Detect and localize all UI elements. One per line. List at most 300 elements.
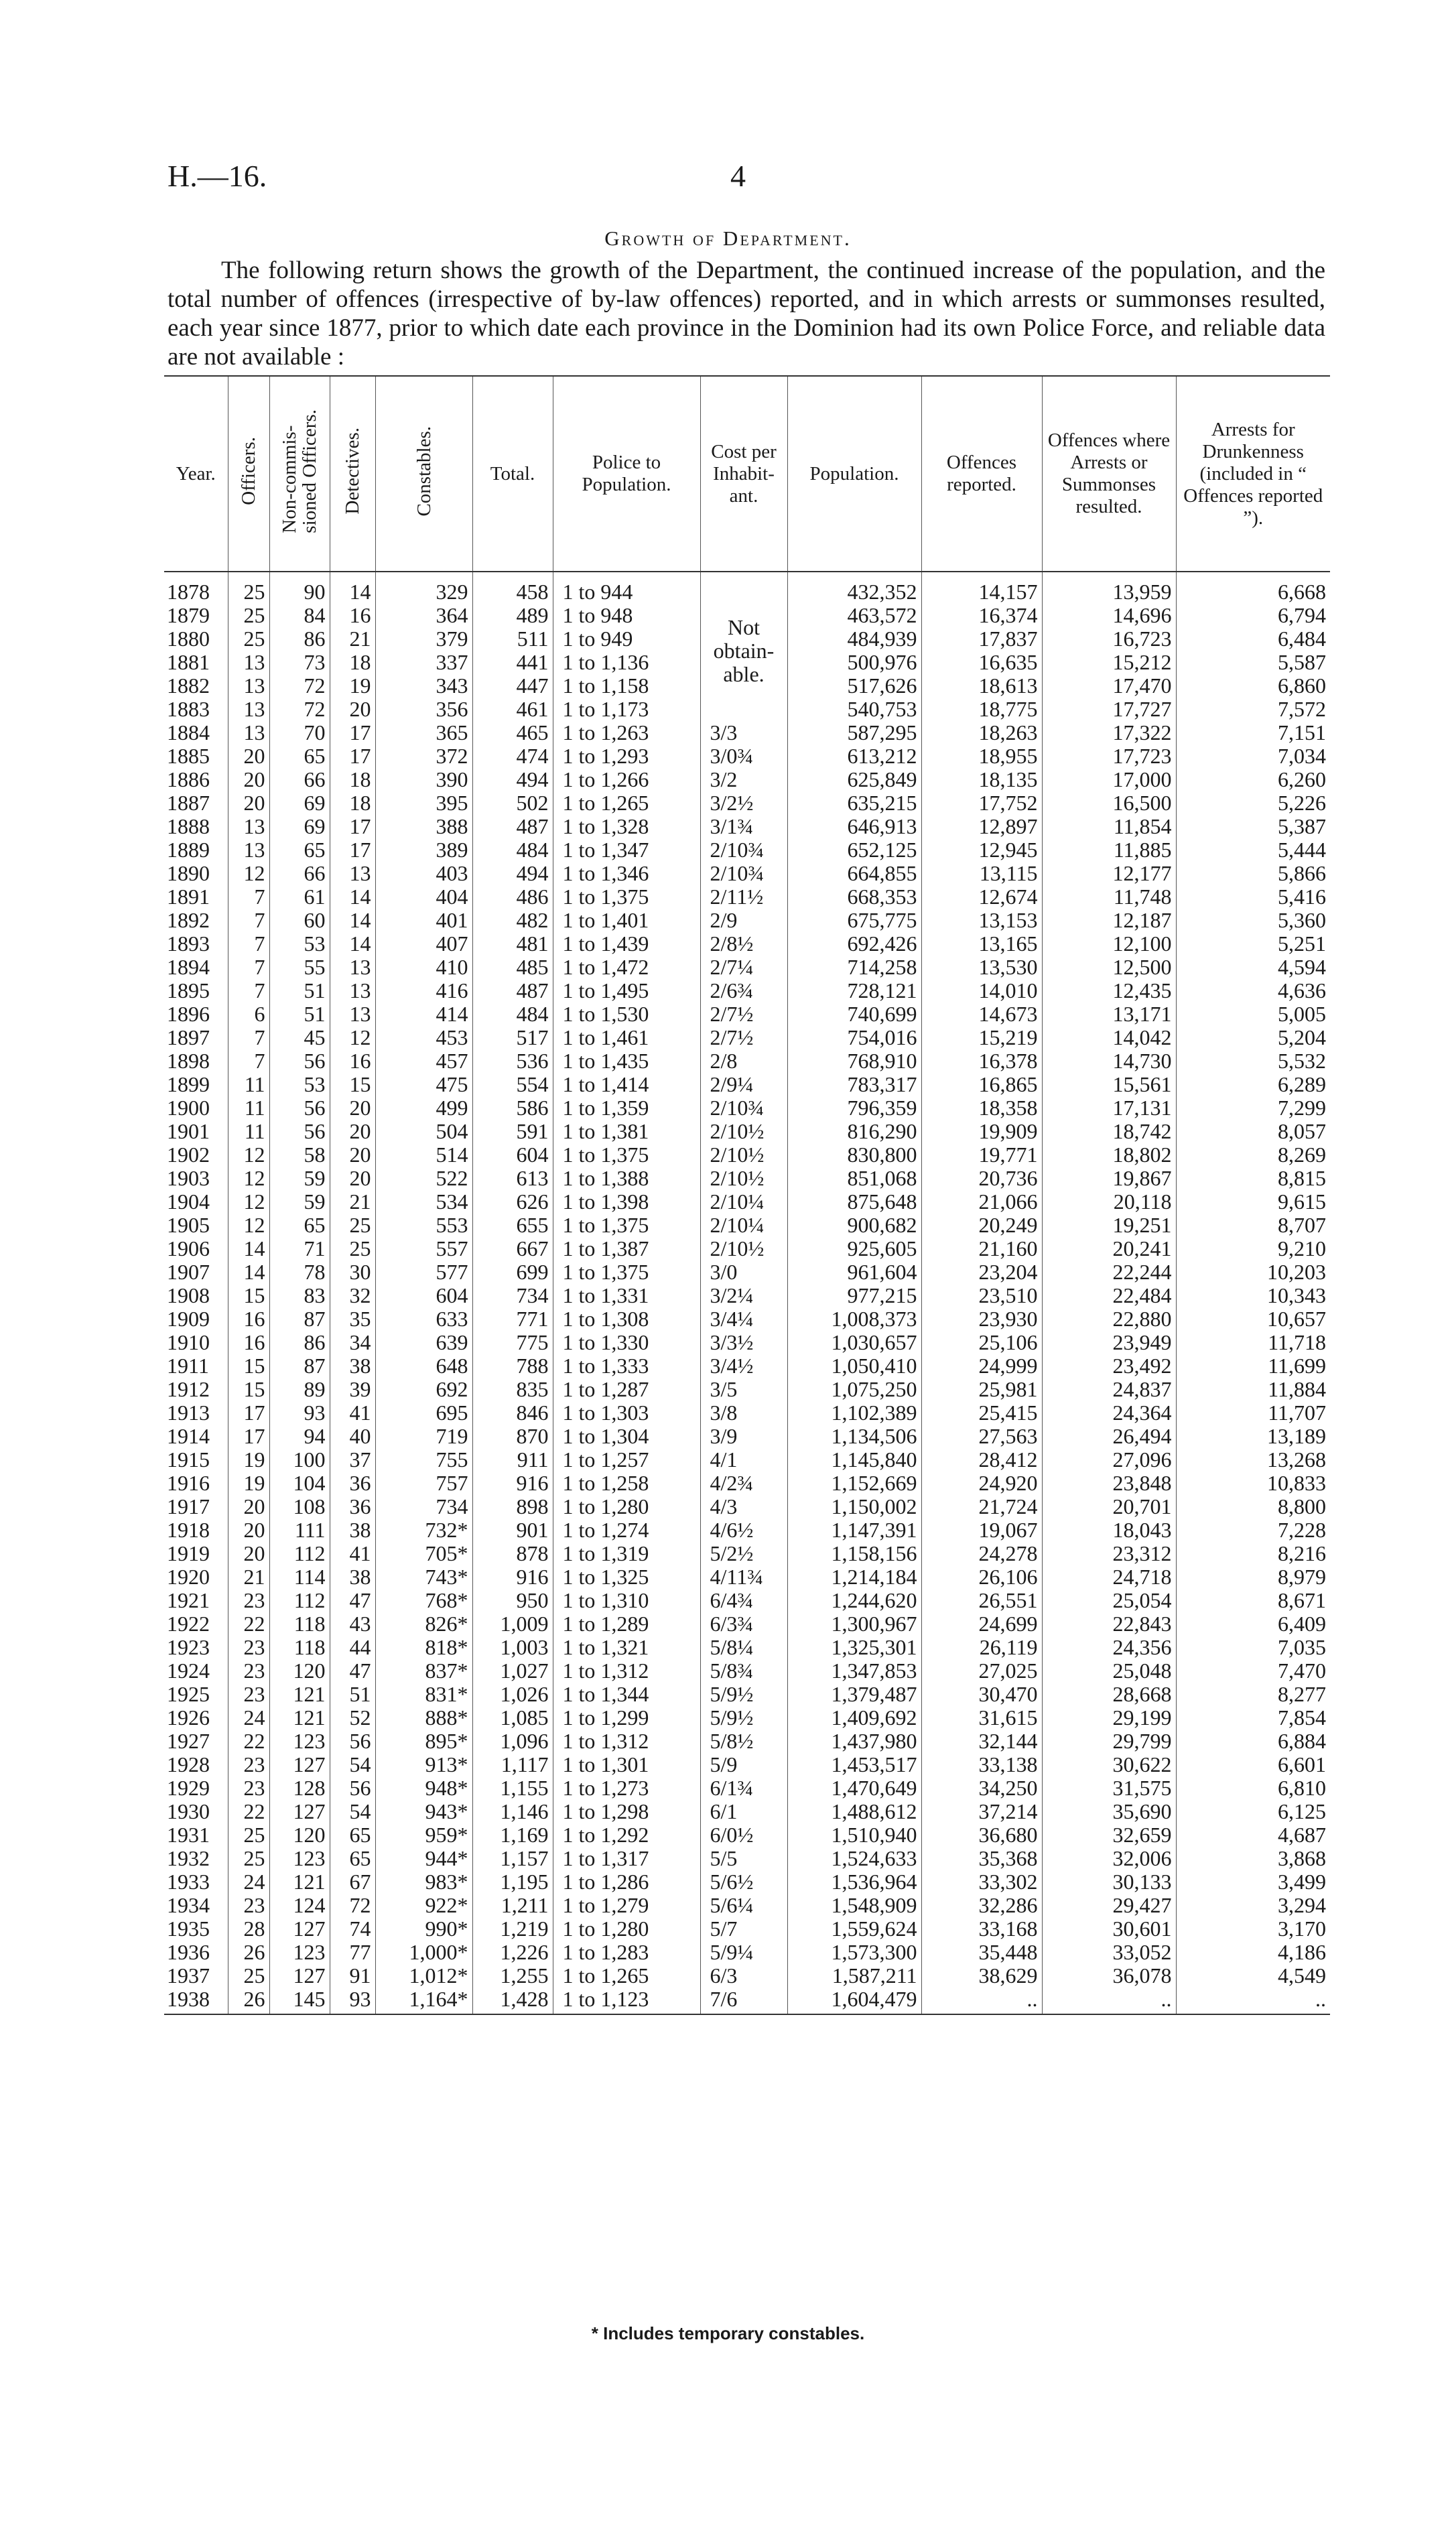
- cell-population: 668,353: [787, 885, 921, 909]
- cell-constables: 757: [375, 1472, 472, 1495]
- cell-arrests: 35,690: [1042, 1800, 1176, 1823]
- cell-officers: 12: [228, 1190, 269, 1214]
- cell-cost: 5/9¼: [700, 1941, 787, 1964]
- cell-offences: 18,955: [921, 744, 1042, 768]
- cell-total: 1,003: [472, 1636, 553, 1659]
- cell-cost: 2/9¼: [700, 1073, 787, 1096]
- cell-year: 1890: [167, 861, 210, 885]
- cell-police-ratio: 1 to 1,495: [553, 979, 700, 1002]
- cell-year: 1908: [167, 1283, 210, 1307]
- cell-offences: 12,674: [921, 885, 1042, 909]
- cell-police-ratio: 1 to 1,328: [553, 815, 700, 838]
- cell-detectives: 20: [330, 1096, 375, 1120]
- cell-drunkenness: 7,151: [1176, 721, 1330, 744]
- cell-drunkenness: 7,034: [1176, 744, 1330, 768]
- cell-total: 835: [472, 1378, 553, 1401]
- cell-nco: 127: [269, 1917, 330, 1941]
- cell-drunkenness: 8,057: [1176, 1120, 1330, 1143]
- cell-nco: 123: [269, 1941, 330, 1964]
- cell-offences: 13,530: [921, 956, 1042, 979]
- cell-detectives: 20: [330, 1120, 375, 1143]
- cell-population: 463,572: [787, 604, 921, 627]
- cell-population: 613,212: [787, 744, 921, 768]
- cell-arrests: 20,701: [1042, 1495, 1176, 1518]
- cell-detectives: 44: [330, 1636, 375, 1659]
- cell-drunkenness: 3,170: [1176, 1917, 1330, 1941]
- cell-cost: 2/7¼: [700, 956, 787, 979]
- cell-population: 625,849: [787, 768, 921, 791]
- cell-drunkenness: ..: [1176, 1988, 1330, 2014]
- cell-population: 1,075,250: [787, 1378, 921, 1401]
- cell-officers: 20: [228, 768, 269, 791]
- cell-nco: 65: [269, 744, 330, 768]
- cell-cost: 2/10½: [700, 1167, 787, 1190]
- cell-police-ratio: 1 to 1,265: [553, 1964, 700, 1988]
- cell-offences: 18,613: [921, 674, 1042, 698]
- cell-total: 1,226: [472, 1941, 553, 1964]
- cell-population: 754,016: [787, 1026, 921, 1049]
- cell-constables: 692: [375, 1378, 472, 1401]
- table-row: [164, 1753, 1330, 1776]
- table-row: [164, 1495, 1330, 1518]
- cell-constables: 639: [375, 1331, 472, 1354]
- cell-year: 1925: [167, 1682, 210, 1706]
- cell-population: 1,536,964: [787, 1870, 921, 1894]
- cell-detectives: 74: [330, 1917, 375, 1941]
- cell-population: 1,300,967: [787, 1612, 921, 1636]
- cell-population: 517,626: [787, 674, 921, 698]
- cell-offences: 23,930: [921, 1307, 1042, 1331]
- cell-offences: 23,204: [921, 1260, 1042, 1284]
- cell-drunkenness: 5,532: [1176, 1049, 1330, 1073]
- cell-arrests: 26,494: [1042, 1425, 1176, 1448]
- cell-police-ratio: 1 to 949: [553, 627, 700, 651]
- cell-drunkenness: 6,260: [1176, 768, 1330, 791]
- cell-police-ratio: 1 to 1,398: [553, 1190, 700, 1214]
- cell-offences: 24,278: [921, 1542, 1042, 1565]
- cell-total: 465: [472, 721, 553, 744]
- cell-year: 1885: [167, 744, 210, 768]
- cell-cost: 5/6¼: [700, 1894, 787, 1917]
- cell-constables: 553: [375, 1214, 472, 1237]
- cell-nco: 127: [269, 1800, 330, 1823]
- cell-arrests: 29,199: [1042, 1706, 1176, 1730]
- cell-offences: 17,752: [921, 791, 1042, 815]
- cell-year: 1886: [167, 767, 210, 791]
- cell-population: 635,215: [787, 791, 921, 815]
- table-row: [164, 1448, 1330, 1472]
- cell-offences: 16,865: [921, 1073, 1042, 1096]
- cell-detectives: 38: [330, 1565, 375, 1589]
- cell-year: 1889: [167, 838, 210, 862]
- cell-population: 500,976: [787, 651, 921, 674]
- cell-cost: 2/11½: [700, 885, 787, 909]
- cell-cost: 2/8½: [700, 932, 787, 956]
- cell-detectives: 47: [330, 1589, 375, 1612]
- cell-year: 1937: [167, 1963, 210, 1988]
- cell-population: 1,147,391: [787, 1518, 921, 1542]
- cell-arrests: 18,742: [1042, 1120, 1176, 1143]
- footnote: * Includes temporary constables.: [591, 2323, 865, 2343]
- cell-cost: 5/7: [700, 1917, 787, 1941]
- cell-year: 1897: [167, 1025, 210, 1049]
- cell-police-ratio: 1 to 1,401: [553, 909, 700, 932]
- cell-nco: 87: [269, 1307, 330, 1331]
- cell-constables: 343: [375, 674, 472, 698]
- cell-year: 1884: [167, 720, 210, 744]
- cell-officers: 12: [228, 862, 269, 885]
- table-row: [164, 1542, 1330, 1565]
- cell-officers: 15: [228, 1354, 269, 1378]
- cell-total: 586: [472, 1096, 553, 1120]
- cell-drunkenness: 3,294: [1176, 1894, 1330, 1917]
- cell-police-ratio: 1 to 1,381: [553, 1120, 700, 1143]
- cell-population: 816,290: [787, 1120, 921, 1143]
- cell-drunkenness: 6,668: [1176, 572, 1330, 604]
- cell-year: 1938: [167, 1987, 210, 2011]
- cell-detectives: 13: [330, 956, 375, 979]
- cell-total: 511: [472, 627, 553, 651]
- cell-police-ratio: 1 to 1,439: [553, 932, 700, 956]
- cell-officers: 11: [228, 1120, 269, 1143]
- cell-drunkenness: 6,794: [1176, 604, 1330, 627]
- cell-officers: 17: [228, 1401, 269, 1425]
- cell-constables: 943*: [375, 1800, 472, 1823]
- cell-detectives: 65: [330, 1847, 375, 1870]
- cell-constables: 364: [375, 604, 472, 627]
- cell-arrests: 29,427: [1042, 1894, 1176, 1917]
- cell-detectives: 51: [330, 1683, 375, 1706]
- cell-arrests: 11,885: [1042, 838, 1176, 862]
- cell-constables: 895*: [375, 1730, 472, 1753]
- cell-total: 1,155: [472, 1776, 553, 1800]
- cell-offences: 37,214: [921, 1800, 1042, 1823]
- cell-police-ratio: 1 to 1,308: [553, 1307, 700, 1331]
- cell-year: 1893: [167, 931, 210, 956]
- cell-year: 1891: [167, 885, 210, 909]
- cell-offences: 16,374: [921, 604, 1042, 627]
- cell-arrests: 12,187: [1042, 909, 1176, 932]
- table-row: [164, 1636, 1330, 1659]
- cell-offences: 21,160: [921, 1237, 1042, 1260]
- cell-total: 699: [472, 1260, 553, 1284]
- cell-arrests: 13,959: [1042, 572, 1176, 604]
- cell-population: 1,604,479: [787, 1988, 921, 2014]
- cell-total: 487: [472, 979, 553, 1002]
- cell-constables: 826*: [375, 1612, 472, 1636]
- cell-total: 878: [472, 1542, 553, 1565]
- cell-police-ratio: 1 to 1,304: [553, 1425, 700, 1448]
- cell-year: 1930: [167, 1799, 210, 1823]
- cell-arrests: 16,500: [1042, 791, 1176, 815]
- table-row: [164, 1847, 1330, 1870]
- cell-officers: 12: [228, 1143, 269, 1167]
- cell-constables: 401: [375, 909, 472, 932]
- cell-year: 1921: [167, 1588, 210, 1612]
- cell-offences: 28,412: [921, 1448, 1042, 1472]
- cell-year: 1880: [167, 627, 210, 651]
- cell-offences: 15,219: [921, 1026, 1042, 1049]
- cell-detectives: 17: [330, 721, 375, 744]
- cell-nco: 111: [269, 1518, 330, 1542]
- cell-nco: 84: [269, 604, 330, 627]
- cell-detectives: 32: [330, 1284, 375, 1307]
- cell-population: 1,347,853: [787, 1659, 921, 1683]
- cell-total: 1,195: [472, 1870, 553, 1894]
- cell-police-ratio: 1 to 1,274: [553, 1518, 700, 1542]
- cell-officers: 13: [228, 838, 269, 862]
- cell-police-ratio: 1 to 1,280: [553, 1495, 700, 1518]
- cell-detectives: 13: [330, 979, 375, 1002]
- cell-nco: 66: [269, 768, 330, 791]
- cell-year: 1905: [167, 1213, 210, 1237]
- cell-arrests: 17,470: [1042, 674, 1176, 698]
- cell-officers: 15: [228, 1378, 269, 1401]
- cell-drunkenness: 8,269: [1176, 1143, 1330, 1167]
- cell-police-ratio: 1 to 1,303: [553, 1401, 700, 1425]
- cell-officers: 22: [228, 1730, 269, 1753]
- cell-offences: 16,635: [921, 651, 1042, 674]
- cell-detectives: 77: [330, 1941, 375, 1964]
- cell-year: 1896: [167, 1002, 210, 1026]
- cell-nco: 118: [269, 1612, 330, 1636]
- cell-police-ratio: 1 to 1,298: [553, 1800, 700, 1823]
- cell-year: 1922: [167, 1612, 210, 1636]
- cell-drunkenness: 9,615: [1176, 1190, 1330, 1214]
- table-row: [164, 1659, 1330, 1683]
- cell-year: 1909: [167, 1307, 210, 1331]
- cell-detectives: 41: [330, 1542, 375, 1565]
- cell-population: 587,295: [787, 721, 921, 744]
- cell-offences: 33,302: [921, 1870, 1042, 1894]
- cell-cost: 5/9½: [700, 1683, 787, 1706]
- cell-arrests: 12,100: [1042, 932, 1176, 956]
- cell-cost: 5/8¾: [700, 1659, 787, 1683]
- cell-drunkenness: 7,228: [1176, 1518, 1330, 1542]
- cell-year: 1935: [167, 1917, 210, 1941]
- cell-cost: 6/3¾: [700, 1612, 787, 1636]
- cell-arrests: 18,802: [1042, 1143, 1176, 1167]
- cell-constables: 1,164*: [375, 1988, 472, 2014]
- cell-cost: 2/10½: [700, 1120, 787, 1143]
- cell-arrests: 36,078: [1042, 1964, 1176, 1988]
- cell-detectives: 37: [330, 1448, 375, 1472]
- cell-drunkenness: 8,216: [1176, 1542, 1330, 1565]
- cell-nco: 58: [269, 1143, 330, 1167]
- cell-total: 517: [472, 1026, 553, 1049]
- table-row: [164, 979, 1330, 1002]
- cell-drunkenness: 7,470: [1176, 1659, 1330, 1683]
- cell-officers: 26: [228, 1988, 269, 2014]
- cell-constables: 695: [375, 1401, 472, 1425]
- cell-officers: 7: [228, 909, 269, 932]
- cell-total: 486: [472, 885, 553, 909]
- cell-offences: 30,470: [921, 1683, 1042, 1706]
- cell-police-ratio: 1 to 1,321: [553, 1636, 700, 1659]
- cell-arrests: 16,723: [1042, 627, 1176, 651]
- cell-nco: 120: [269, 1659, 330, 1683]
- cell-total: 447: [472, 674, 553, 698]
- cell-cost: 4/11¾: [700, 1565, 787, 1589]
- cell-offences: 26,119: [921, 1636, 1042, 1659]
- cell-officers: 23: [228, 1753, 269, 1776]
- cell-offences: 26,106: [921, 1565, 1042, 1589]
- cell-population: 1,409,692: [787, 1706, 921, 1730]
- cell-police-ratio: 1 to 1,388: [553, 1167, 700, 1190]
- cell-police-ratio: 1 to 1,472: [553, 956, 700, 979]
- cell-constables: 504: [375, 1120, 472, 1143]
- cell-detectives: 18: [330, 791, 375, 815]
- cell-population: 646,913: [787, 815, 921, 838]
- cell-police-ratio: 1 to 1,283: [553, 1941, 700, 1964]
- table-row: [164, 1612, 1330, 1636]
- cell-officers: 12: [228, 1167, 269, 1190]
- cell-police-ratio: 1 to 1,312: [553, 1730, 700, 1753]
- cell-year: 1915: [167, 1447, 210, 1472]
- cell-detectives: 72: [330, 1894, 375, 1917]
- cell-population: 1,379,487: [787, 1683, 921, 1706]
- cell-arrests: 12,177: [1042, 862, 1176, 885]
- cell-arrests: 13,171: [1042, 1002, 1176, 1026]
- table-row: [164, 1401, 1330, 1425]
- cell-population: 1,470,649: [787, 1776, 921, 1800]
- cell-nco: 120: [269, 1823, 330, 1847]
- cell-population: 692,426: [787, 932, 921, 956]
- cell-officers: 7: [228, 956, 269, 979]
- cell-officers: 25: [228, 1964, 269, 1988]
- cell-constables: 522: [375, 1167, 472, 1190]
- cell-offences: 12,945: [921, 838, 1042, 862]
- cell-offences: 36,680: [921, 1823, 1042, 1847]
- table-row: [164, 768, 1330, 791]
- cell-drunkenness: 10,657: [1176, 1307, 1330, 1331]
- cell-officers: 20: [228, 1542, 269, 1565]
- table-row: [164, 1049, 1330, 1073]
- cell-detectives: 18: [330, 768, 375, 791]
- cell-offences: 20,249: [921, 1214, 1042, 1237]
- cell-year: 1913: [167, 1401, 210, 1425]
- cell-nco: 127: [269, 1753, 330, 1776]
- cell-arrests: ..: [1042, 1988, 1176, 2014]
- cell-offences: 31,615: [921, 1706, 1042, 1730]
- cell-year: 1929: [167, 1776, 210, 1800]
- cell-population: 796,359: [787, 1096, 921, 1120]
- cell-cost: 7/6: [700, 1988, 787, 2014]
- cell-detectives: 54: [330, 1753, 375, 1776]
- cell-constables: 959*: [375, 1823, 472, 1847]
- cell-total: 1,169: [472, 1823, 553, 1847]
- cell-drunkenness: 7,572: [1176, 698, 1330, 721]
- cell-arrests: 14,042: [1042, 1026, 1176, 1049]
- cell-cost: 2/10¼: [700, 1214, 787, 1237]
- cell-officers: 13: [228, 651, 269, 674]
- cell-nco: 127: [269, 1964, 330, 1988]
- table-row: [164, 1800, 1330, 1823]
- cell-detectives: 36: [330, 1495, 375, 1518]
- cell-drunkenness: 11,707: [1176, 1401, 1330, 1425]
- cell-arrests: 30,133: [1042, 1870, 1176, 1894]
- table-row: [164, 1096, 1330, 1120]
- cell-constables: 755: [375, 1448, 472, 1472]
- header-detectives: Detectives.: [330, 376, 375, 572]
- table-row: [164, 1730, 1330, 1753]
- cell-drunkenness: 5,866: [1176, 862, 1330, 885]
- cell-nco: 121: [269, 1706, 330, 1730]
- cell-police-ratio: 1 to 1,325: [553, 1565, 700, 1589]
- cell-detectives: 16: [330, 1049, 375, 1073]
- cell-arrests: 17,322: [1042, 721, 1176, 744]
- cell-population: 1,587,211: [787, 1964, 921, 1988]
- cell-nco: 51: [269, 979, 330, 1002]
- cell-total: 554: [472, 1073, 553, 1096]
- cell-officers: 7: [228, 1026, 269, 1049]
- cell-police-ratio: 1 to 1,346: [553, 862, 700, 885]
- cell-constables: 356: [375, 698, 472, 721]
- cell-police-ratio: 1 to 948: [553, 604, 700, 627]
- cell-constables: 365: [375, 721, 472, 744]
- cell-population: 714,258: [787, 956, 921, 979]
- cell-arrests: 22,843: [1042, 1612, 1176, 1636]
- cell-drunkenness: 6,810: [1176, 1776, 1330, 1800]
- cell-drunkenness: 8,979: [1176, 1565, 1330, 1589]
- cell-nco: 51: [269, 1002, 330, 1026]
- cell-police-ratio: 1 to 1,301: [553, 1753, 700, 1776]
- cell-police-ratio: 1 to 1,414: [553, 1073, 700, 1096]
- header-offences-arrests: Offences where Arrests or Summonses resulted.: [1042, 376, 1176, 572]
- cell-arrests: 27,096: [1042, 1448, 1176, 1472]
- cell-year: 1894: [167, 955, 210, 979]
- cell-arrests: 30,622: [1042, 1753, 1176, 1776]
- cell-arrests: 23,492: [1042, 1354, 1176, 1378]
- cell-police-ratio: 1 to 1,280: [553, 1917, 700, 1941]
- cell-arrests: 24,364: [1042, 1401, 1176, 1425]
- page-number: 4: [730, 159, 746, 193]
- cell-police-ratio: 1 to 1,359: [553, 1096, 700, 1120]
- cell-police-ratio: 1 to 1,330: [553, 1331, 700, 1354]
- table-row: [164, 1026, 1330, 1049]
- cell-year: 1907: [167, 1260, 210, 1284]
- cell-offences: 26,551: [921, 1589, 1042, 1612]
- cell-total: 655: [472, 1214, 553, 1237]
- cell-total: 1,255: [472, 1964, 553, 1988]
- cell-total: 734: [472, 1284, 553, 1307]
- cell-total: 502: [472, 791, 553, 815]
- cell-population: 1,030,657: [787, 1331, 921, 1354]
- cell-drunkenness: 11,718: [1176, 1331, 1330, 1354]
- cell-detectives: 34: [330, 1331, 375, 1354]
- cell-drunkenness: 10,833: [1176, 1472, 1330, 1495]
- cell-constables: 329: [375, 572, 472, 604]
- cell-drunkenness: 6,860: [1176, 674, 1330, 698]
- cell-arrests: 24,356: [1042, 1636, 1176, 1659]
- cell-officers: 22: [228, 1800, 269, 1823]
- cell-arrests: 32,006: [1042, 1847, 1176, 1870]
- cell-cost: 2/10½: [700, 1237, 787, 1260]
- cell-population: 1,008,373: [787, 1307, 921, 1331]
- cell-police-ratio: 1 to 1,319: [553, 1542, 700, 1565]
- cell-total: 1,428: [472, 1988, 553, 2014]
- cell-nco: 60: [269, 909, 330, 932]
- cell-offences: 14,010: [921, 979, 1042, 1002]
- cell-drunkenness: 5,587: [1176, 651, 1330, 674]
- cell-detectives: 17: [330, 815, 375, 838]
- cell-detectives: 13: [330, 862, 375, 885]
- cell-police-ratio: 1 to 1,257: [553, 1448, 700, 1472]
- cell-offences: 19,067: [921, 1518, 1042, 1542]
- cell-nco: 86: [269, 627, 330, 651]
- cell-offences: 13,115: [921, 862, 1042, 885]
- cell-population: 875,648: [787, 1190, 921, 1214]
